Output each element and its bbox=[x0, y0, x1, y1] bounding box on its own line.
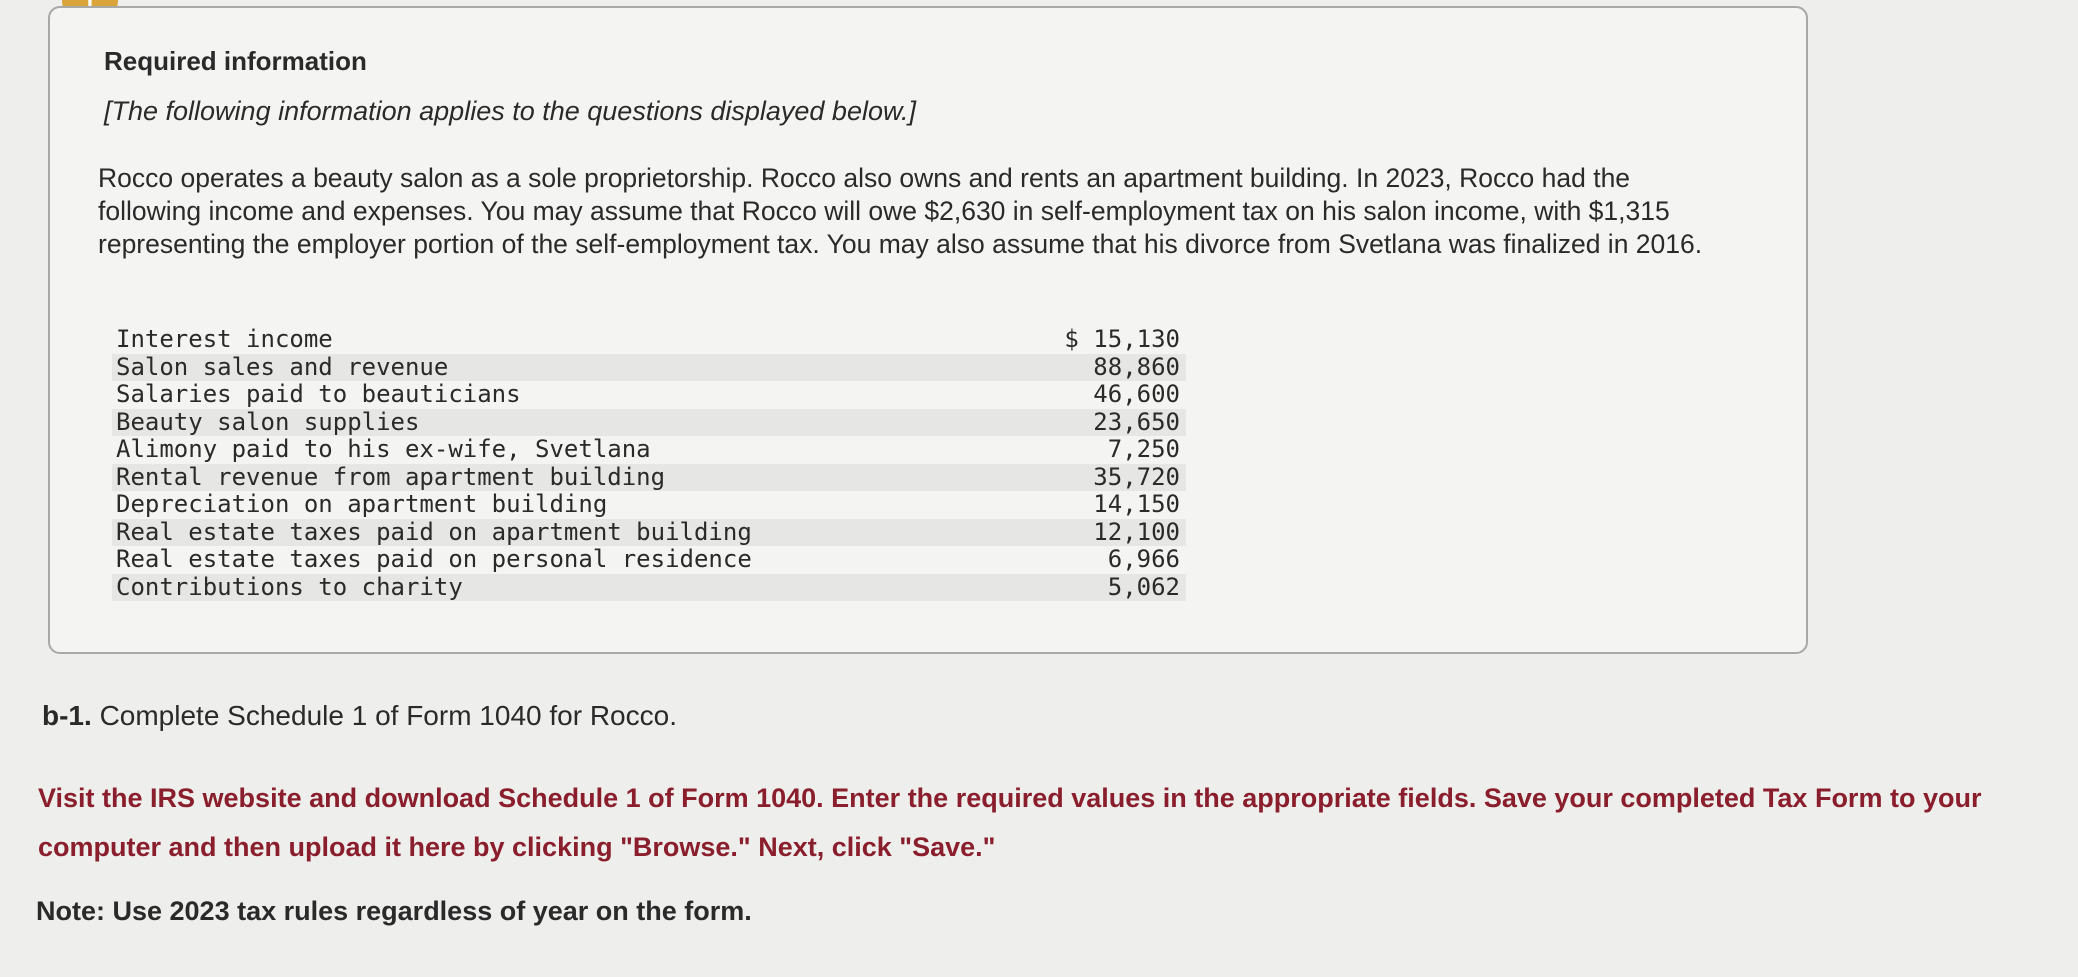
row-amount: $ 15,130 bbox=[1064, 325, 1180, 353]
panel-note: [The following information applies to the questions displayed below.] bbox=[104, 96, 916, 126]
table-row bbox=[112, 354, 1186, 382]
row-label: Real estate taxes paid on personal residence bbox=[116, 545, 752, 573]
table-row bbox=[112, 381, 1186, 409]
row-amount: 7,250 bbox=[1107, 435, 1180, 463]
row-label: Alimony paid to his ex-wife, Svetlana bbox=[116, 435, 651, 463]
row-label: Depreciation on apartment building bbox=[116, 490, 608, 518]
row-amount: 5,062 bbox=[1107, 572, 1180, 601]
row-label: Contributions to charity bbox=[116, 572, 463, 601]
table-row bbox=[112, 436, 1186, 464]
row-amount: 46,600 bbox=[1093, 380, 1180, 408]
table-row bbox=[112, 464, 1186, 492]
row-label: Salaries paid to beauticians bbox=[116, 380, 521, 408]
tax-rules-note: Note: Use 2023 tax rules regardless of year on the form. bbox=[36, 896, 752, 926]
row-amount: 23,650 bbox=[1093, 407, 1180, 436]
row-label: Salon sales and revenue bbox=[116, 352, 449, 381]
row-label: Real estate taxes paid on apartment building bbox=[116, 517, 752, 546]
table-row bbox=[112, 519, 1186, 547]
income-expense-table bbox=[112, 326, 1186, 601]
row-label: Interest income bbox=[116, 325, 333, 353]
table-row bbox=[112, 574, 1186, 602]
question-text: Complete Schedule 1 of Form 1040 for Rocco. bbox=[99, 700, 677, 731]
scenario-text: Rocco operates a beauty salon as a sole proprietorship. Rocco also owns and rents an apartment building. In 2023, Rocco had the following income and expenses. You may assume that Rocco will owe $2,630 in self-employment tax on his salon income, with $1,315 representing the employer portion of the self-employment tax. You may also assume that his divorce from Svetlana was finalized in 2016. bbox=[98, 163, 1703, 259]
panel-heading: Required information bbox=[104, 46, 367, 76]
table-row bbox=[112, 409, 1186, 437]
table-row bbox=[112, 491, 1186, 519]
row-amount: 14,150 bbox=[1093, 490, 1180, 518]
question-label: b-1. bbox=[42, 700, 92, 731]
row-label: Beauty salon supplies bbox=[116, 407, 420, 436]
question-prompt bbox=[42, 700, 677, 732]
row-amount: 6,966 bbox=[1107, 545, 1180, 573]
row-amount: 35,720 bbox=[1093, 462, 1180, 491]
row-amount: 88,860 bbox=[1093, 352, 1180, 381]
upload-instructions: Visit the IRS website and download Schedule 1 of Form 1040. Enter the required values in the appropriate fields. Save your completed Tax Form to your computer and then upload it here by clicking "Browse." Next, click "Save." bbox=[38, 783, 1982, 862]
row-label: Rental revenue from apartment building bbox=[116, 462, 666, 491]
table-row bbox=[112, 546, 1186, 574]
row-amount: 12,100 bbox=[1093, 517, 1180, 546]
table-row bbox=[112, 326, 1186, 354]
